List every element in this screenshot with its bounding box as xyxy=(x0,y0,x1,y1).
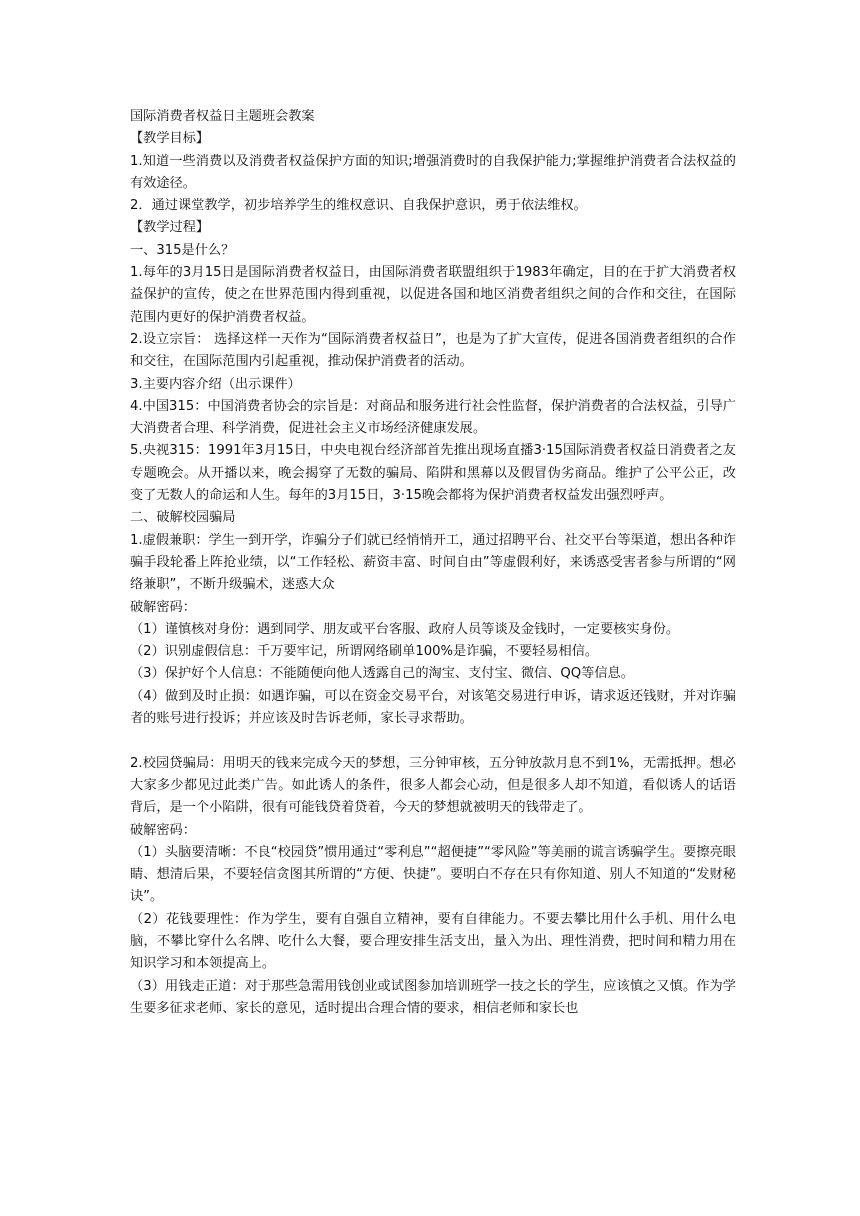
paragraph-cctv-315: 5.央视315：1991年3月15日，中央电视台经济部首先推出现场直播3·15国际消费者权益日消费者之友专题晚会。从开播以来，晚会揭穿了无数的骗局、陷阱和黑幕以及假冒伪劣商品。维护了公平公正，改变了无数人的命运和人生。每年的3月15日，3·15晚会都将为保护消费者权益发出强烈呼声。 xyxy=(130,443,736,504)
tip-rational-spending: （2）花钱要理性：作为学生，要有自强自立精神，要有自律能力。不要去攀比用什么手机、用什么电脑，不攀比穿什么名牌、吃什么大餐，要合理安排生活支出，量入为出、理性消费，把时间和精力用在知识学习和本领提高上。 xyxy=(130,911,736,972)
document-page xyxy=(130,106,736,1020)
tip-protect-personal-info: （3）保护好个人信息：不能随便向他人透露自己的淘宝、支付宝、微信、QQ等信息。 xyxy=(130,666,634,682)
paragraph-315-intro: 3.主要内容介绍（出示课件） xyxy=(130,376,301,392)
tip-stop-loss: （4）做到及时止损：如遇诈骗，可以在资金交易平台，对该笔交易进行申诉，请求返还钱财，并对诈骗者的账号进行投诉；并应该及时告诉老师，家长寻求帮助。 xyxy=(130,688,736,727)
subheading-campus-scams: 二、破解校园骗局 xyxy=(130,510,236,526)
section-heading-process: 【教学过程】 xyxy=(130,220,210,236)
paragraph-315-origin: 1.每年的3月15日是国际消费者权益日，由国际消费者联盟组织于1983年确定，目的在于扩大消费者权益保护的宣传，使之在世界范围内得到重视，以促进各国和地区消费者组织之间的合作和交往，在国际范围内更好的保护消费者权益。 xyxy=(130,265,736,325)
tip-proper-use: （3）用钱走正道：对于那些急需用钱创业或试图参加培训班学一技之长的学生，应该慎之又慎。作为学生要多征求老师、家长的意见，适时提出合理合情的要求，相信老师和家长也 xyxy=(130,978,736,1016)
label-crack-code-1: 破解密码： xyxy=(130,599,196,615)
objective-1: 1.知道一些消费以及消费者权益保护方面的知识;增强消费时的自我保护能力;掌握维护消费者合法权益的有效途径。 xyxy=(130,153,736,191)
paragraph-campus-loan: 2.校园贷骗局：用明天的钱来完成今天的梦想，三分钟审核，五分钟放款月息不到1%，无需抵押。想必大家多少都见过此类广告。如此诱人的条件，很多人都会心动，但是很多人却不知道，看似诱人的话语背后，是一个小陷阱，很有可能钱贷着贷着，今天的梦想就被明天的钱带走了。 xyxy=(130,755,736,816)
blank-line xyxy=(130,730,736,752)
paragraph-315-purpose: 2.设立宗旨： 选择这样一天作为“国际消费者权益日”，也是为了扩大宣传，促进各国消费者组织的合作和交往，在国际范围内引起重视，推动保护消费者的活动。 xyxy=(130,331,736,370)
document-title: 国际消费者权益日主题班会教案 xyxy=(130,109,315,124)
paragraph-fake-parttime: 1.虚假兼职：学生一到开学，诈骗分子们就已经悄悄开工，通过招聘平台、社交平台等渠道，想出各种诈骗手段轮番上阵抢业绩，以“工作轻松、薪资丰富、时间自由”等虚假利好，来诱惑受害者参与所谓的“网络兼职”，不断升级骗术，迷惑大众 xyxy=(130,532,737,593)
section-heading-objectives: 【教学目标】 xyxy=(130,131,210,147)
subheading-what-is-315: 一、315是什么？ xyxy=(130,242,235,258)
label-crack-code-2: 破解密码： xyxy=(130,822,196,838)
paragraph-china-315: 4.中国315：中国消费者协会的宗旨是：对商品和服务进行社会性监督，保护消费者的合法权益，引导广大消费者合理、科学消费，促进社会主义市场经济健康发展。 xyxy=(130,398,736,437)
objective-2: 2．通过课堂教学，初步培养学生的维权意识、自我保护意识，勇于依法维权。 xyxy=(130,198,587,214)
tip-identify-false-info: （2）识别虚假信息：千万要牢记，所谓网络刷单100%是诈骗，不要轻易相信。 xyxy=(130,644,599,660)
tip-verify-identity: （1）谨慎核对身份：遇到同学、朋友或平台客服、政府人员等谈及金钱时，一定要核实身份。 xyxy=(130,621,680,637)
tip-clear-mind: （1）头脑要清晰：不良“校园贷”惯用通过“零利息”“超便捷”“零风险”等美丽的谎言诱骗学生。要擦亮眼睛、想清后果，不要轻信贪图其所谓的“方便、快捷”。要明白不存在只有你知道、别人不知道的“发财秘诀”。 xyxy=(130,844,736,905)
